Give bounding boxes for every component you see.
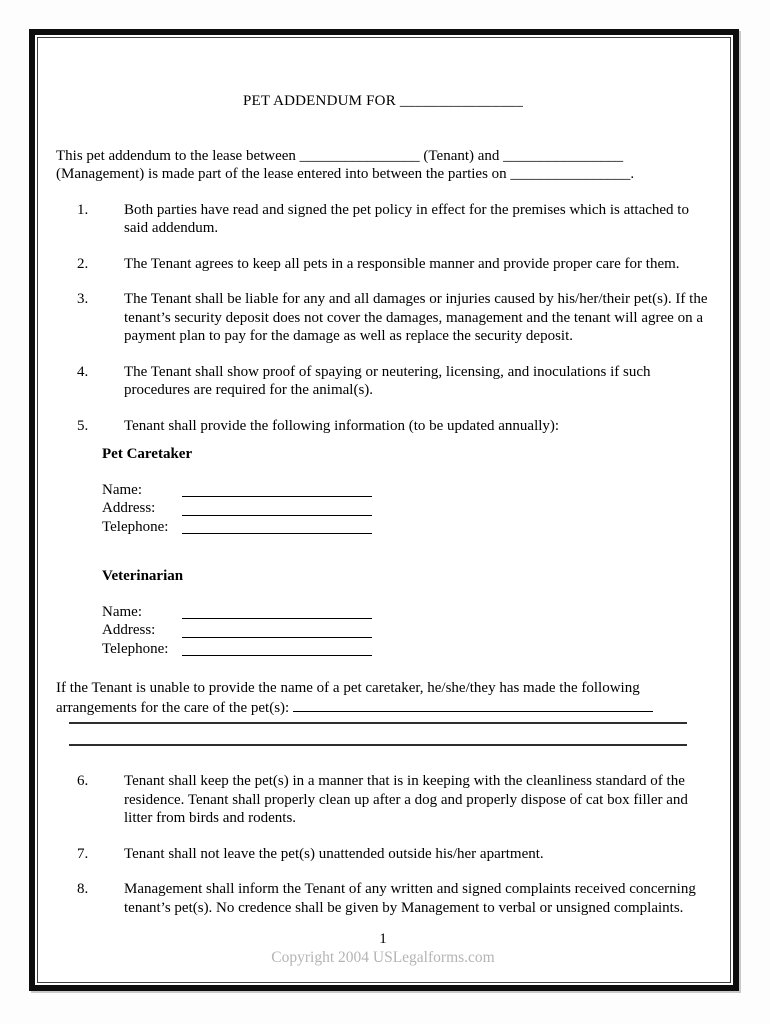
clause-5 — [77, 417, 710, 436]
clause-1-text: Both parties have read and signed the pet policy in effect for the premises which is attached to said addendum. — [124, 201, 689, 236]
caretaker-name-blank-line[interactable] — [182, 496, 372, 497]
clause-8-text: Management shall inform the Tenant of any written and signed complaints received concerning tenant’s pet(s). No credence shall be given by Management to verbal or unsigned complaints. — [124, 881, 696, 916]
vet-address-label: Address: — [102, 622, 156, 638]
clause-3-number: 3. — [77, 291, 89, 307]
caretaker-telephone-row — [102, 518, 710, 537]
clause-7 — [77, 845, 710, 864]
arrangements-text: If the Tenant is unable to provide the name of a pet caretaker, he/she/they has made the following arrangements for the care of the pet(s): — [56, 680, 640, 716]
arrangements-blank-line[interactable] — [293, 698, 653, 712]
clause-6 — [77, 772, 710, 828]
clause-8-number: 8. — [77, 881, 89, 897]
vet-telephone-blank-line[interactable] — [182, 655, 372, 656]
clause-2-text: The Tenant agrees to keep all pets in a responsible manner and provide proper care for them. — [124, 255, 680, 272]
document-page-frame — [29, 29, 739, 991]
page-number: 1 — [379, 931, 387, 947]
clause-1-number: 1. — [77, 201, 89, 218]
vet-name-label: Name: — [102, 603, 142, 620]
vet-address-blank-line[interactable] — [182, 637, 372, 638]
clause-3-text: The Tenant shall be liable for any and all damages or injuries caused by his/her/their pet(s). If the tenant’s security deposit does not cover the damages, management and the tenant will agree on a payment plan to pay for the damage as well as replace the security deposit. — [124, 291, 708, 344]
pet-caretaker-fields — [56, 481, 710, 537]
clause-6-number: 6. — [77, 773, 89, 789]
clause-4-number: 4. — [77, 363, 89, 380]
caretaker-telephone-label: Telephone: — [102, 518, 169, 535]
vet-telephone-label: Telephone: — [102, 640, 169, 657]
clause-3 — [77, 290, 710, 346]
vet-address-row — [102, 621, 710, 640]
clause-2-number: 2. — [77, 255, 89, 272]
pet-caretaker-heading: Pet Caretaker — [102, 446, 193, 462]
clause-4 — [77, 363, 710, 400]
caretaker-address-label: Address: — [102, 500, 156, 516]
caretaker-address-blank-line[interactable] — [182, 515, 372, 516]
caretaker-name-label: Name: — [102, 481, 142, 498]
intro-paragraph: This pet addendum to the lease between ________________ (Tenant) and ________________ (Management) is made part of the lease entered into between the parties on ________________. — [56, 147, 635, 182]
caretaker-name-row — [102, 481, 710, 500]
page-title: PET ADDENDUM FOR ________________ — [242, 93, 524, 109]
veterinarian-heading: Veterinarian — [102, 568, 184, 584]
arrangements-continuation-line-1[interactable] — [69, 717, 687, 724]
clause-5-number: 5. — [77, 417, 89, 434]
vet-telephone-row — [102, 640, 710, 659]
caretaker-address-row — [102, 499, 710, 518]
clause-6-text: Tenant shall keep the pet(s) in a manner that is in keeping with the cleanliness standard of the residence. Tenant shall properly clean up after a dog and properly dispose of cat box filler and litter from birds and rodents. — [124, 773, 688, 826]
document-content — [38, 38, 730, 982]
clause-4-text: The Tenant shall show proof of spaying or neutering, licensing, and inoculations if such procedures are required for the animal(s). — [124, 363, 651, 398]
arrangements-continuation-line-2[interactable] — [69, 724, 687, 746]
clause-1 — [77, 201, 710, 238]
veterinarian-fields — [56, 603, 710, 659]
clause-2 — [77, 255, 710, 274]
clause-7-text: Tenant shall not leave the pet(s) unattended outside his/her apartment. — [124, 845, 544, 862]
arrangements-paragraph — [56, 679, 710, 717]
vet-name-row — [102, 603, 710, 622]
vet-name-blank-line[interactable] — [182, 618, 372, 619]
caretaker-telephone-blank-line[interactable] — [182, 533, 372, 534]
copyright-watermark: Copyright 2004 USLegalforms.com — [271, 948, 495, 966]
document-inner-border — [37, 37, 731, 983]
clause-5-text: Tenant shall provide the following information (to be updated annually): — [124, 417, 560, 434]
clause-7-number: 7. — [77, 845, 89, 862]
clause-8 — [77, 880, 710, 917]
